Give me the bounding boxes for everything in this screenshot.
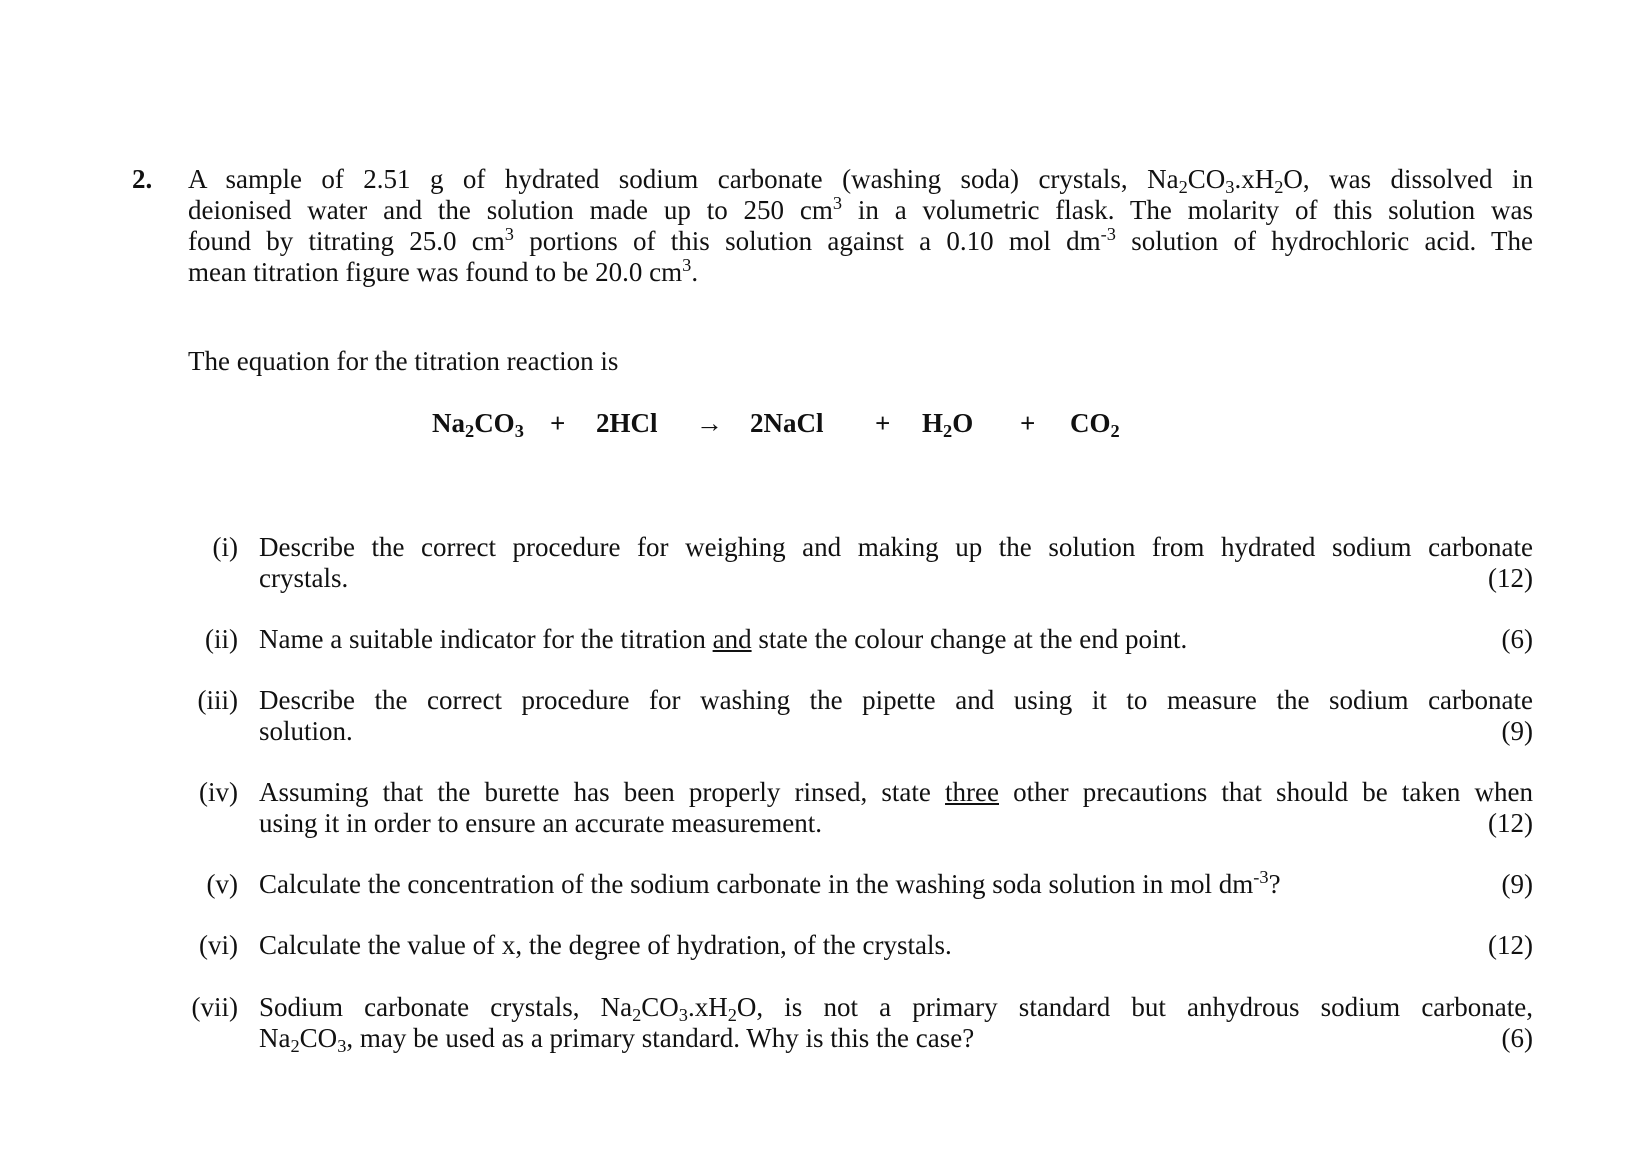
product-nacl: 2NaCl: [750, 408, 824, 438]
part-text: Calculate the concentration of the sodium carbonate in the washing soda solution in mol $dm^{-3}$?: [259, 866, 1281, 899]
product-water: $H_2O$: [922, 408, 974, 442]
part-label: (ii): [205, 624, 238, 654]
intro-line: deionised water and the solution made up to 250 $cm^3$ in a volumetric flask. The molarity of this solution was: [188, 192, 1533, 225]
part-marks: (9): [1501, 716, 1533, 746]
equation-intro: The equation for the titration reaction is: [188, 346, 619, 376]
arrow-icon: →: [696, 408, 723, 438]
part-text: Assuming that the burette has been properly rinsed, state three other precautions that should be taken when using it in order to ensure an accurate measurement.: [259, 777, 1533, 838]
intro-line: mean titration figure was found to be 20.0 $cm^3$.: [188, 254, 699, 287]
plus-sign: +: [1020, 408, 1036, 438]
part-label: (v): [206, 869, 238, 899]
part-marks: (12): [1488, 930, 1533, 960]
plus-sign: +: [875, 408, 891, 438]
part-text: Name a suitable indicator for the titration and state the colour change at the end point.: [259, 624, 1188, 654]
part-text: Calculate the value of x, the degree of hydration, of the crystals.: [259, 930, 952, 960]
plus-sign: +: [550, 408, 566, 438]
part-marks: (12): [1488, 808, 1533, 838]
part-label: (vi): [199, 930, 238, 960]
part-text: Describe the correct procedure for weighing and making up the solution from hydrated sodium carbonate crystals.: [259, 532, 1533, 593]
question-intro: [188, 164, 1533, 288]
intro-line: found by titrating 25.0 $cm^3$ portions of this solution against a 0.10 mol $dm^{-3}$ solution of hydrochloric acid. The: [188, 223, 1533, 256]
intro-line: A sample of 2.51 g of hydrated sodium carbonate (washing soda) crystals, $Na_2CO_3.xH_2O$, was dissolved in: [188, 164, 1533, 198]
part-label: (vii): [191, 992, 238, 1022]
part-text: Describe the correct procedure for washing the pipette and using it to measure the sodium carbonate solution.: [259, 685, 1533, 746]
part-marks: (12): [1488, 563, 1533, 593]
part-label: (iv): [199, 777, 238, 807]
part-marks: (9): [1501, 869, 1533, 899]
part-label: (i): [212, 532, 238, 562]
question-number: 2.: [132, 164, 153, 194]
part-label: (iii): [197, 685, 238, 715]
reactant-sodium-carbonate: $Na_2CO_3$: [432, 408, 524, 442]
reactant-hcl: 2HCl: [596, 408, 658, 438]
part-marks: (6): [1501, 1023, 1533, 1053]
product-co2: $CO_2$: [1070, 408, 1120, 442]
part-text: Sodium carbonate crystals, $Na_2CO_3.xH_2O$, is not a primary standard but anhydrous sodium carbonate, $Na_2CO_3$, may be used as a primary standard. Why is this the case?: [259, 992, 1534, 1057]
part-marks: (6): [1501, 624, 1533, 654]
